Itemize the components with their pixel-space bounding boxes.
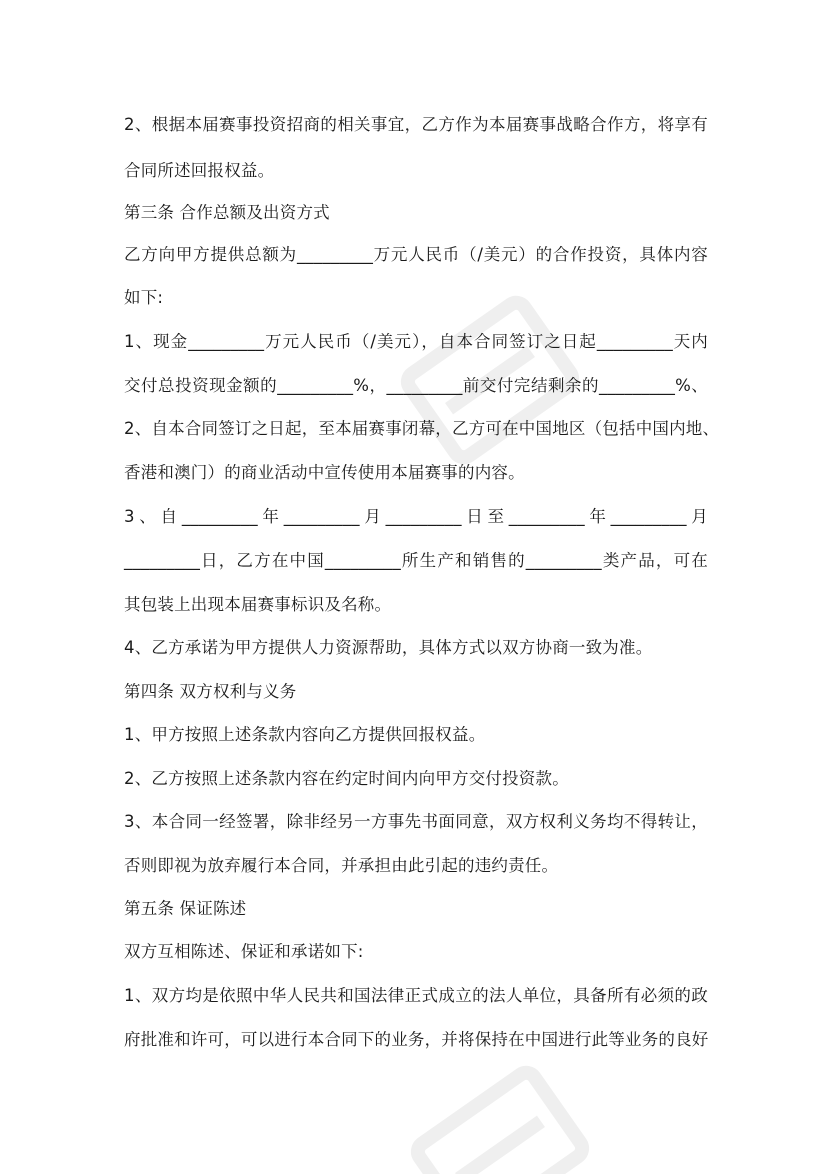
paragraph-line: 否则即视为放弃履行本合同，并承担由此引起的违约责任。 — [124, 856, 559, 875]
paragraph-line: 如下: — [124, 288, 164, 307]
paragraph-line: 3、本合同一经签署，除非经另一方事先书面同意，双方权利义务均不得转让， — [124, 812, 708, 831]
paragraph-line: 其包装上出现本届赛事标识及名称。 — [124, 595, 392, 614]
paragraph-line: 3、自_________年_________月_________日至_________年_________月 — [124, 507, 708, 526]
section-heading: 第五条 保证陈述 — [124, 899, 247, 918]
paragraph-line: 2、根据本届赛事投资招商的相关事宜，乙方作为本届赛事战略合作方，将享有 — [124, 115, 708, 134]
paragraph-line: 1、现金_________万元人民币（/美元），自本合同签订之日起_________天内 — [124, 332, 708, 351]
paragraph-line: 乙方向甲方提供总额为_________万元人民币（/美元）的合作投资，具体内容 — [124, 245, 708, 264]
section-heading: 第三条 合作总额及出资方式 — [124, 203, 330, 222]
paragraph-line: 府批准和许可，可以进行本合同下的业务，并将保持在中国进行此等业务的良好 — [124, 1030, 709, 1049]
paragraph-line: 2、乙方按照上述条款内容在约定时间内向甲方交付投资款。 — [124, 769, 569, 788]
paragraph-line: 双方互相陈述、保证和承诺如下: — [124, 942, 364, 961]
paragraph-line: 1、双方均是依照中华人民共和国法律正式成立的法人单位，具备所有必须的政 — [124, 986, 708, 1005]
paragraph-line: 香港和澳门）的商业活动中宣传使用本届赛事的内容。 — [124, 463, 525, 482]
paragraph-line: 4、乙方承诺为甲方提供人力资源帮助，具体方式以双方协商一致为准。 — [124, 638, 653, 657]
section-heading: 第四条 双方权利与义务 — [124, 682, 297, 701]
paragraph-line: _________日，乙方在中国_________所生产和销售的_________类产品，可在 — [124, 551, 708, 570]
paragraph-line: 2、自本合同签订之日起，至本届赛事闭幕，乙方可在中国地区（包括中国内地、 — [124, 419, 720, 438]
paragraph-line: 合同所述回报权益。 — [124, 161, 275, 180]
paragraph-line: 1、甲方按照上述条款内容向乙方提供回报权益。 — [124, 725, 486, 744]
paragraph-line: 交付总投资现金额的_________%，_________前交付完结剩余的_________%、 — [124, 376, 708, 395]
watermark-stamp — [390, 1040, 610, 1174]
